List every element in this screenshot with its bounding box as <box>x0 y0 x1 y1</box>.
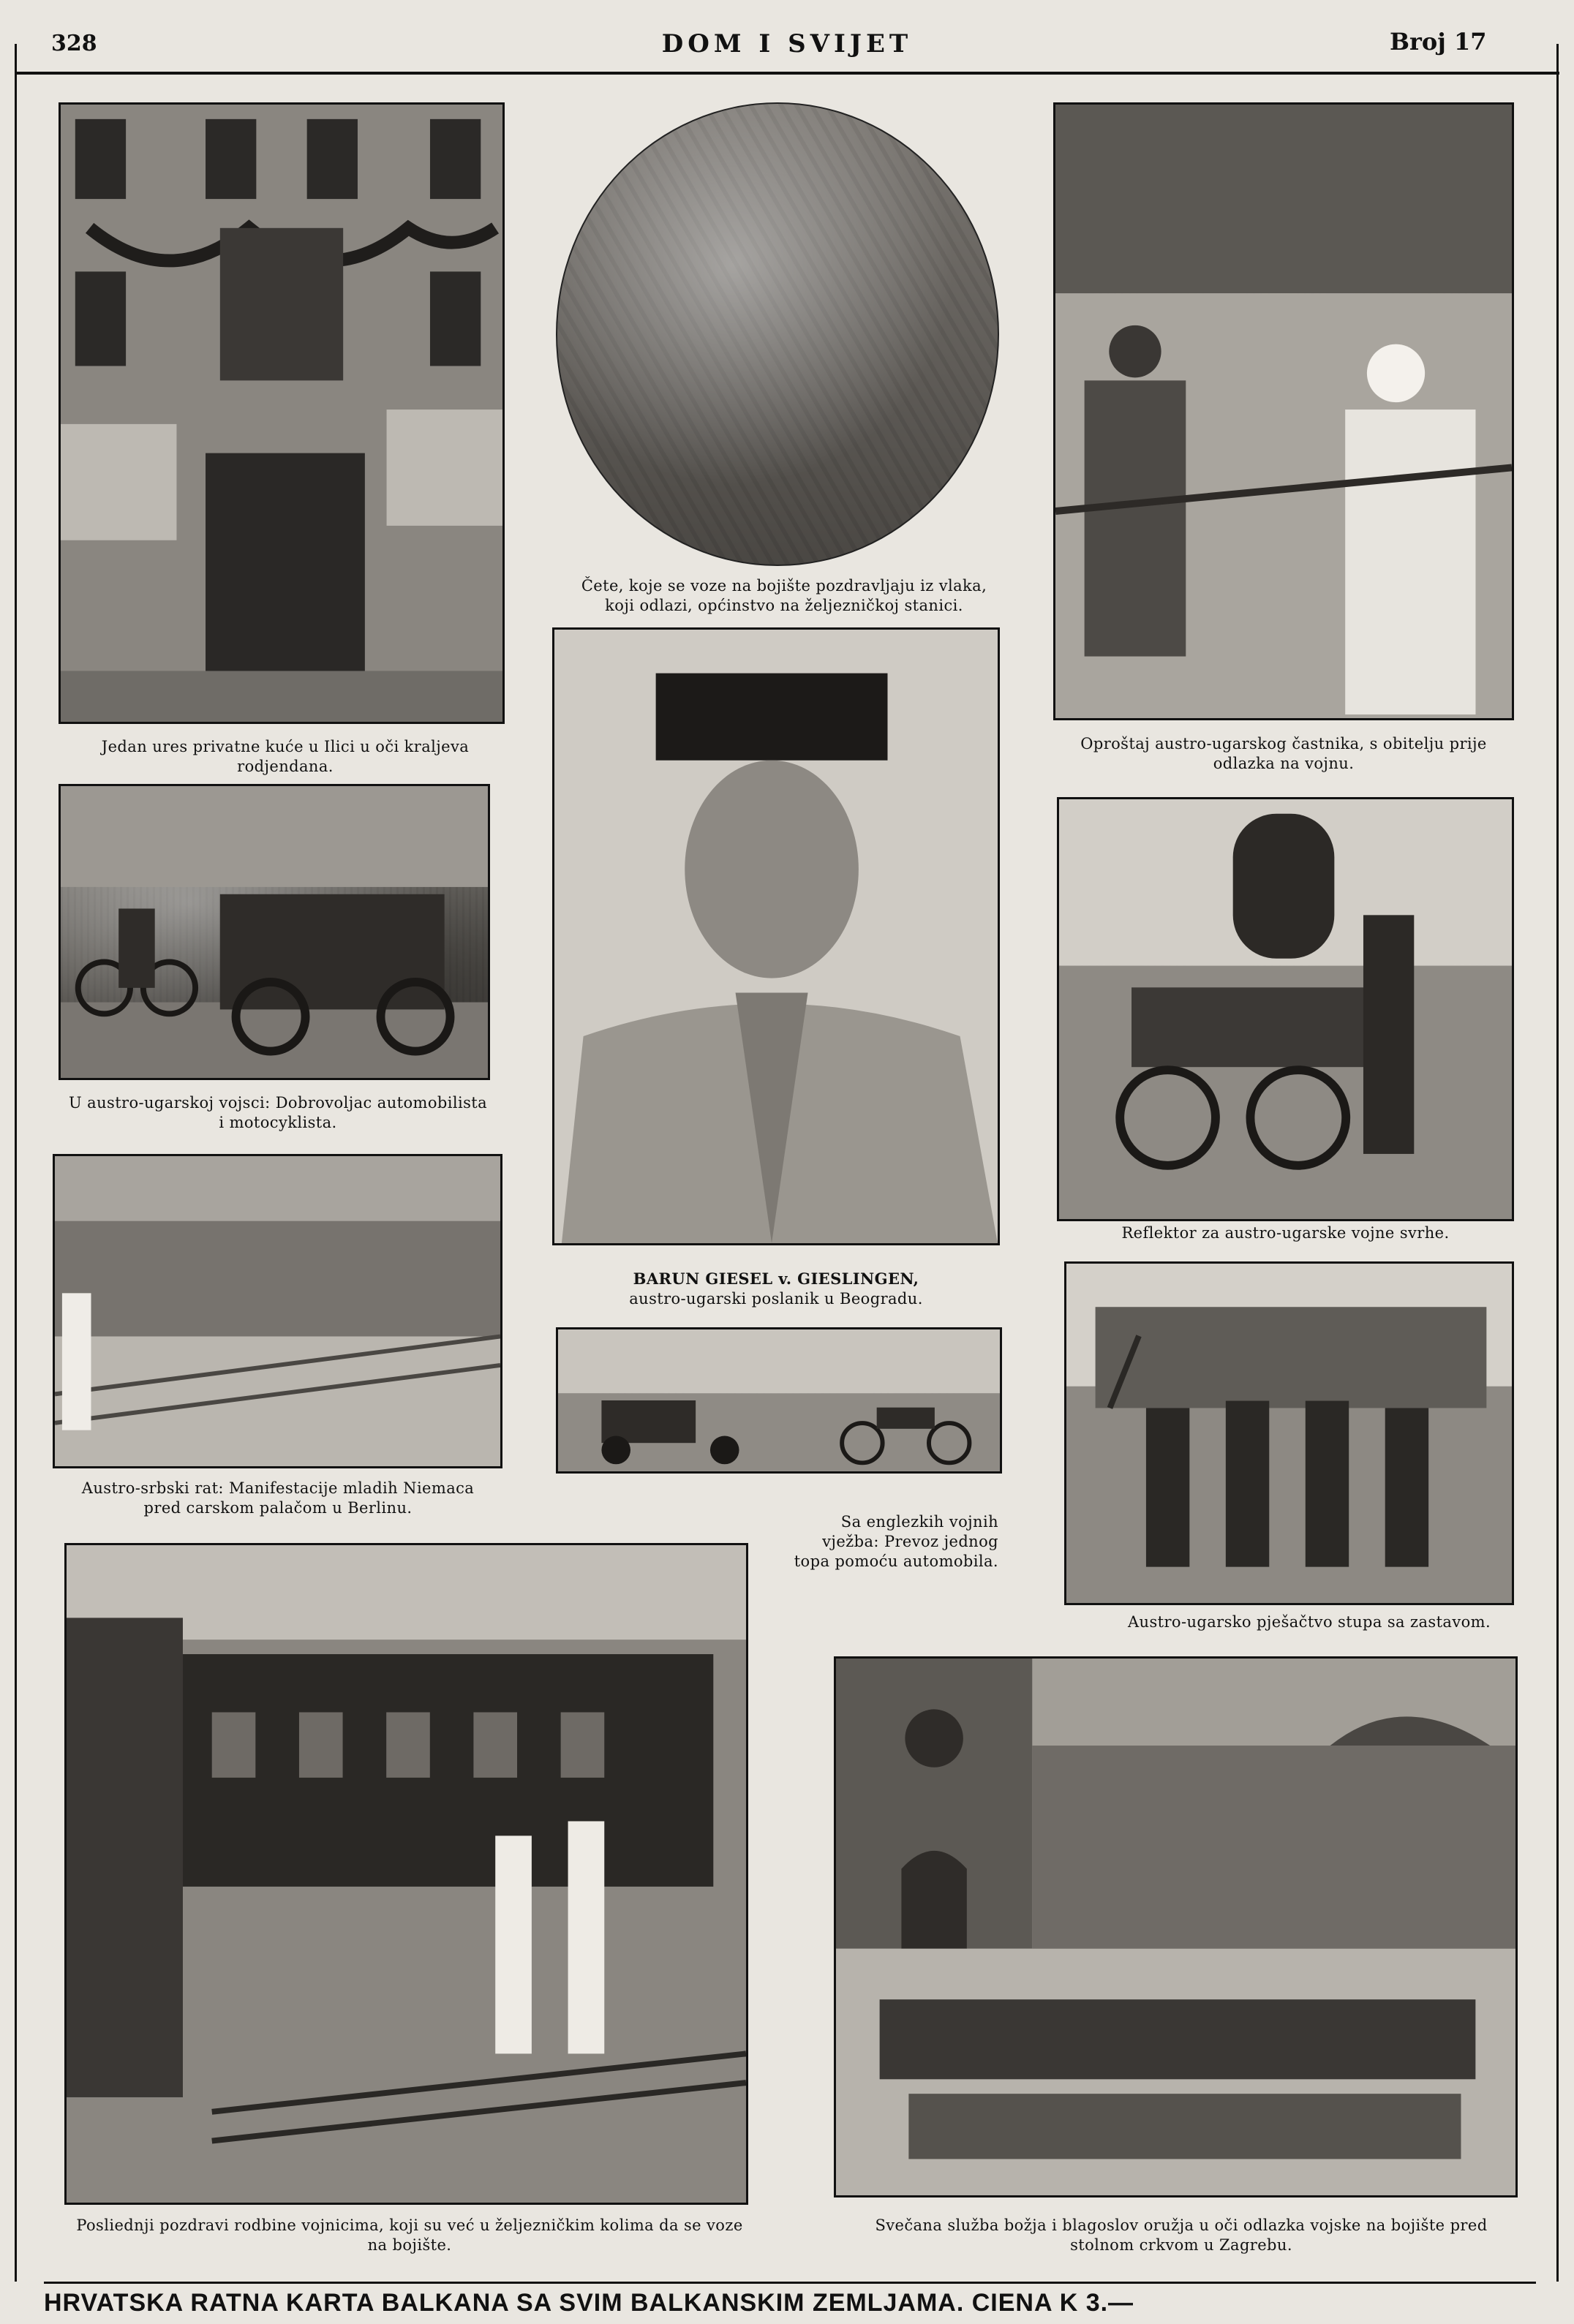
caption-farewell-officer: Oproštaj austro-ugarskog častnika, s obitelju prije odlazka na vojnu. <box>1080 735 1487 772</box>
caption-cathedral: Svečana služba božja i blagoslov oružja u oči odlazka vojske na bojište pred stolnom crkvom u Zagrebu. <box>875 2217 1488 2254</box>
farewell-officer-photo <box>1053 102 1514 720</box>
caption-english-exercise: Sa englezkih vojnih vježba: Prevoz jednog topa pomoću automobila. <box>794 1513 998 1570</box>
caption-giesel-role: austro-ugarski poslanik u Beogradu. <box>629 1290 923 1308</box>
train-station-illustration <box>67 1545 746 2203</box>
house-decoration-photo <box>59 102 505 724</box>
page-title: DOM I SVIJET <box>661 29 913 59</box>
berlin-crowd-photo <box>53 1154 502 1468</box>
caption-berlin: Austro-srbski rat: Manifestacije mladih Niemaca pred carskom palačom u Berlinu. <box>81 1479 475 1517</box>
giesel-portrait-photo <box>552 627 1000 1245</box>
cathedral-square-illustration <box>836 1659 1515 2195</box>
infantry-illustration <box>1066 1264 1512 1603</box>
footer-text: HRVATSKA RATNA KARTA BALKANA SA SVIM BALKANSKIM ZEMLJAMA. CIENA K 3.— <box>44 2289 1134 2317</box>
english-exercise-photo <box>556 1327 1002 1474</box>
house-facade-illustration <box>61 105 502 722</box>
cathedral-photo <box>834 1656 1518 2197</box>
header-rule <box>15 72 1559 75</box>
reflector-illustration <box>1059 799 1512 1219</box>
caption-infantry: Austro-ugarsko pješačtvo stupa sa zastavom. <box>1127 1613 1491 1631</box>
caption-reflector: Reflektor za austro-ugarske vojne svrhe. <box>1121 1224 1450 1242</box>
caption-last-greetings: Posliednji pozdravi rodbine vojnicima, koji su već u željezničkim kolima da se voze na bojište. <box>76 2217 743 2254</box>
motorists-illustration <box>61 786 488 1078</box>
portrait-illustration <box>554 630 998 1243</box>
exercise-illustration <box>558 1329 1000 1471</box>
caption-motorists: U austro-ugarskoj vojsci: Dobrovoljac automobilista i motocyklista. <box>69 1094 487 1131</box>
caption-giesel-name: BARUN GIESEL v. GIESLINGEN, <box>633 1269 919 1288</box>
last-greetings-photo <box>64 1543 748 2205</box>
caption-house: Jedan ures privatne kuće u Ilici u oči kraljeva rodjendana. <box>101 738 470 775</box>
footer-advert <box>44 2289 1536 2317</box>
right-border <box>1556 44 1559 2282</box>
caption-troops-train: Čete, koje se voze na bojište pozdravljaju iz vlaka, koji odlazi, općinstvo na željezničkoj stanici. <box>581 577 987 614</box>
troops-circle-image <box>556 102 999 566</box>
motorists-photo <box>59 784 490 1080</box>
footer-rule <box>44 2282 1536 2284</box>
issue-number: Broj 17 <box>1390 28 1487 56</box>
reflector-photo <box>1057 797 1514 1221</box>
farewell-illustration <box>1055 105 1512 718</box>
left-border <box>15 44 17 2282</box>
troops-train-photo <box>550 97 1005 572</box>
page-number: 328 <box>51 31 97 56</box>
crowd-illustration <box>55 1156 500 1466</box>
infantry-photo <box>1064 1261 1514 1605</box>
